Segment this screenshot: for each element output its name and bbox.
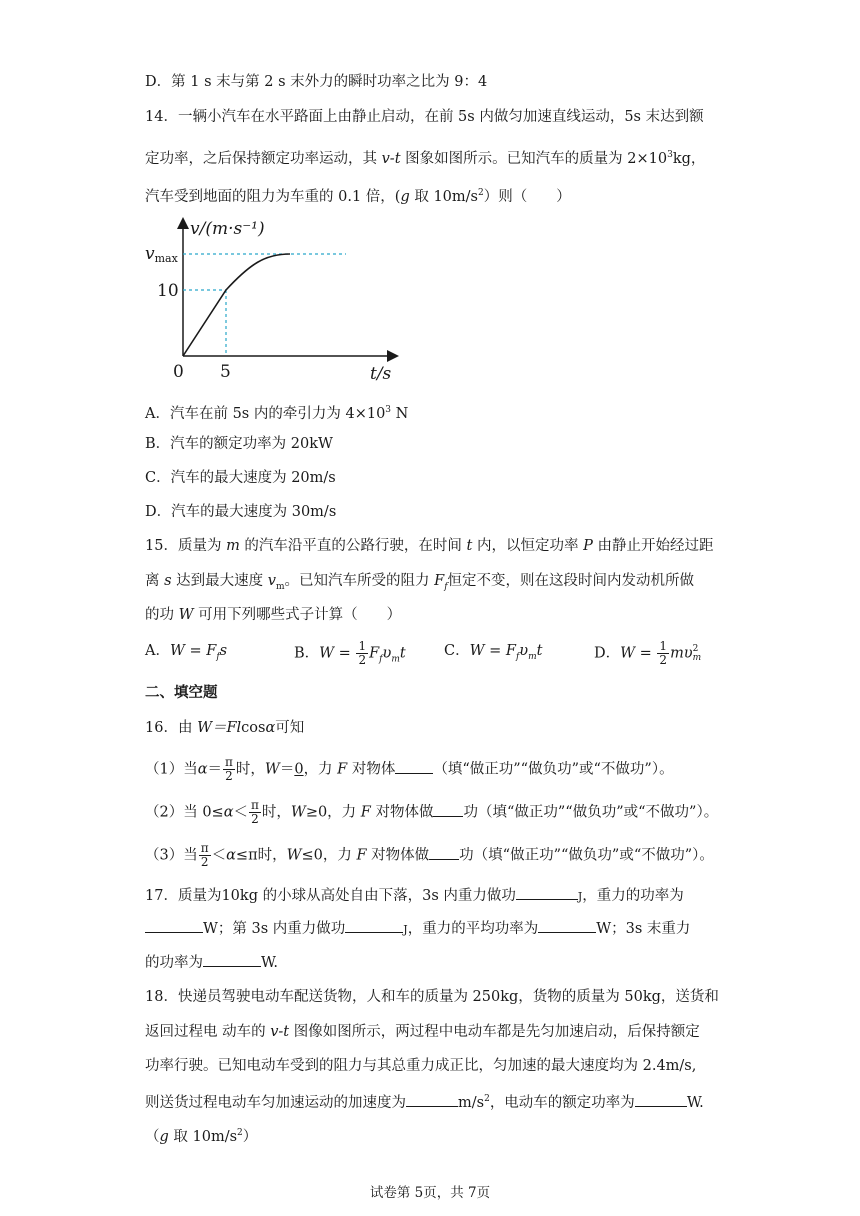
origin-label: 0 xyxy=(173,362,184,382)
q16-p1-W: W xyxy=(264,761,280,778)
q17-blank-2[interactable] xyxy=(145,918,203,933)
q15-optA-formula: W = F xyxy=(169,643,217,659)
q18-blank-1[interactable] xyxy=(406,1092,458,1107)
q16-p2-den: 2 xyxy=(251,812,259,826)
q16-p1-num: π xyxy=(225,755,233,769)
q16-p1-den: 2 xyxy=(225,769,233,783)
q15-s: s xyxy=(164,573,172,589)
q15-l1a: 15．质量为 xyxy=(145,538,227,554)
q14-option-c: C．汽车的最大速度为 20m/s xyxy=(145,470,336,486)
q13-option-d: D．第 1 s 末与第 2 s 末外力的瞬时功率之比为 9：4 xyxy=(145,74,488,90)
q16-p2-a: （2）当 0≤ xyxy=(145,804,224,821)
q16-p3-frac xyxy=(199,842,211,869)
q14-l3exp: 2 xyxy=(477,188,484,198)
q18-l2a: 返回过程电 动车的 xyxy=(145,1024,271,1040)
q14-text-line2 xyxy=(145,145,705,169)
q15-optD-den: 2 xyxy=(659,653,668,667)
q15-optD-num: 1 xyxy=(659,639,668,653)
q16-p3-a: （3）当 xyxy=(145,847,198,864)
q16-p1-zero: 0 xyxy=(294,761,304,778)
q16-p1-g: （填“做正功”“做负功”或“不做功”）。 xyxy=(433,761,674,778)
q17-l1e: ，重力的功率为 xyxy=(582,888,684,904)
q14-g: g xyxy=(400,188,410,205)
q16-head-b: cos xyxy=(241,720,266,736)
y-axis-label: v/(m·s⁻¹) xyxy=(190,219,265,239)
section-heading-fill-blank: 二、填空题 xyxy=(145,685,218,701)
q15-optB-num: 1 xyxy=(358,639,367,653)
q15-l3b: 可用下列哪些式子计算（ ） xyxy=(193,607,402,623)
q17-unit-j1: J xyxy=(577,890,583,903)
q14-optA-b: N xyxy=(391,405,409,422)
q16-p2-f: 功（填“做正功”“做负功”或“不做功”）。 xyxy=(463,804,719,821)
q18-unit-w: W. xyxy=(686,1094,704,1111)
q15-l2a: 离 xyxy=(145,573,165,589)
q16-p1-blank[interactable] xyxy=(395,759,433,774)
q17-blank-3[interactable] xyxy=(345,918,403,933)
q16-p1-f: 对物体 xyxy=(347,761,396,778)
q15-optB-pre: W = xyxy=(319,645,356,662)
q15-optC-v: υ xyxy=(519,643,529,659)
q16-p3-alpha: α xyxy=(226,847,236,864)
q16-p3-W: W xyxy=(286,847,302,864)
q14-exp: 3 xyxy=(667,150,673,160)
q17-l2d: ，重力的平均功率为 xyxy=(407,921,539,937)
q18-l4a: 则送货过程电动车匀加速运动的加速度为 xyxy=(145,1094,406,1111)
q14-option-b: B．汽车的额定功率为 20kW xyxy=(145,436,333,452)
q15-m: m xyxy=(226,538,240,554)
q16-p1-alpha: α xyxy=(197,761,208,778)
q16-p2-F: F xyxy=(360,804,371,821)
q18-l5b: 取 10m/s xyxy=(168,1128,238,1145)
q14-l2b: 图象如图所示。已知汽车的质量为 2×10 xyxy=(400,150,668,167)
q17-line2 xyxy=(145,918,690,940)
q15-l1c: 内，以恒定功率 xyxy=(472,538,584,554)
q15-optD-sub: m xyxy=(692,652,702,663)
q18-l5c: ） xyxy=(242,1128,258,1145)
q16-heading xyxy=(145,718,304,738)
q16-p2-alpha: α xyxy=(223,804,234,821)
q17-l1c: 的小球从高处自由下落，3s 内重力做功 xyxy=(257,888,516,904)
q17-blank-5[interactable] xyxy=(203,952,261,967)
q15-optC-vsub: m xyxy=(528,651,537,662)
q14-text-line1: 14．一辆小汽车在水平路面上由静止启动，在前 5s 内做匀加速直线运动，5s 末达到额 xyxy=(145,109,704,125)
q15-optD-pre: W = xyxy=(620,645,657,662)
vmax-label xyxy=(145,244,179,265)
q18-line4 xyxy=(145,1089,704,1113)
q15-optB-v: υ xyxy=(382,645,392,662)
q15-text-line2 xyxy=(145,571,694,597)
q16-p2-e: 对物体做 xyxy=(370,804,434,821)
q16-p2-d: ≥0，力 xyxy=(305,804,361,821)
vmax-v: v xyxy=(145,244,155,264)
q14-l3a: 汽车受到地面的阻力为车重的 0.1 倍，( xyxy=(145,188,401,205)
q15-Ff: F xyxy=(434,573,445,589)
q16-alpha: α xyxy=(265,720,276,736)
q14-optA-a: A．汽车在前 5s 内的牵引力为 4×10 xyxy=(145,405,386,422)
q17-unit-w3: W xyxy=(261,955,274,971)
q16-head-c: 可知 xyxy=(275,720,305,736)
q17-l3a: 的功率为 xyxy=(145,955,203,971)
q16-p3-f: 功（填“做正功”“做负功”或“不做功”）。 xyxy=(459,847,714,864)
q18-l5-exp: 2 xyxy=(237,1128,243,1138)
q15-vm-sub: m xyxy=(275,581,285,592)
q15-optB-sub: f xyxy=(379,654,383,665)
q18-l4-exp: 2 xyxy=(484,1094,490,1104)
q16-p3-b: ＜ xyxy=(211,847,227,864)
q15-W: W xyxy=(178,607,194,623)
q15-optB-label: B． xyxy=(294,645,320,662)
q17-mass: 10kg xyxy=(221,888,258,904)
q15-l1d: 由静止开始经过距 xyxy=(592,538,714,554)
q16-formula: W＝Fl xyxy=(197,720,242,736)
q18-g: g xyxy=(159,1128,169,1145)
q18-vt: v-t xyxy=(270,1024,290,1040)
q15-optD-mv: mυ xyxy=(670,645,693,662)
q15-optC-label: C． xyxy=(444,643,470,659)
q15-text-line3 xyxy=(145,605,401,625)
q14-vt: v-t xyxy=(381,150,401,167)
q17-unit-j2: J xyxy=(403,923,408,936)
q15-l2c: 。已知汽车所受的阻力 xyxy=(284,573,435,589)
q16-p2-blank[interactable] xyxy=(433,802,463,817)
q16-p1-e: ，力 xyxy=(303,761,338,778)
q18-line1: 18．快递员驾驶电动车配送货物，人和车的质量为 250kg，货物的质量为 50kg，送货和 xyxy=(145,989,719,1005)
q16-p1-d: ＝ xyxy=(279,761,295,778)
q16-p1-c: 时， xyxy=(235,761,265,778)
q15-optB-t: t xyxy=(399,645,406,662)
q16-p1-F: F xyxy=(337,761,348,778)
q14-l3c: ）则（ ） xyxy=(483,188,571,205)
q15-t: t xyxy=(466,538,473,554)
q15-P: P xyxy=(583,538,593,554)
q17-l2f: ；3s 末重力 xyxy=(611,921,691,937)
q15-optD-label: D． xyxy=(594,645,621,662)
q15-option-b xyxy=(294,640,406,670)
q15-optB-vsub: m xyxy=(391,654,400,665)
q16-p1-b: ＝ xyxy=(207,761,223,778)
q16-part-3 xyxy=(145,842,714,869)
q18-line3: 功率行驶。已知电动车受到的阻力与其总重力成正比，匀加速的最大速度均为 2.4m/s, xyxy=(145,1058,697,1074)
q15-optC-sub: f xyxy=(515,651,520,662)
q16-p2-num: π xyxy=(251,798,259,812)
q16-head-a: 16．由 xyxy=(145,720,198,736)
q14-optA-exp: 3 xyxy=(385,405,392,415)
q16-p3-den: 2 xyxy=(200,855,209,869)
q14-text-line3 xyxy=(145,183,571,207)
q16-part-2 xyxy=(145,799,718,826)
q15-optB-den: 2 xyxy=(358,653,367,667)
q16-p3-blank[interactable] xyxy=(429,845,459,860)
q17-blank-4[interactable] xyxy=(538,918,596,933)
q16-p1-a: （1）当 xyxy=(145,761,198,778)
q18-l4c: ，电动车的额定功率为 xyxy=(489,1094,635,1111)
q16-p2-W: W xyxy=(290,804,306,821)
q14-l3b: 取 10m/s xyxy=(409,188,478,205)
q15-optA-s: s xyxy=(219,643,228,659)
q15-option-c xyxy=(444,640,543,668)
x-axis-label: t/s xyxy=(370,364,392,384)
vmax-sub: max xyxy=(154,252,178,265)
x-tick-5: 5 xyxy=(220,362,231,382)
q16-p2-frac xyxy=(249,799,261,826)
q17-l2b: ；第 3s 内重力做功 xyxy=(217,921,346,937)
q15-optD-sup: 2 xyxy=(692,643,699,654)
q15-optA-sub: f xyxy=(216,651,220,662)
q16-p3-num: π xyxy=(200,841,209,855)
q15-option-a xyxy=(145,640,227,668)
q15-Ff-sub: f xyxy=(444,581,448,592)
q16-p2-c: 时， xyxy=(261,804,291,821)
q15-optC-pre: W = F xyxy=(469,643,516,659)
q14-option-a xyxy=(145,400,408,424)
q17-line1 xyxy=(145,885,684,907)
q14-option-d: D．汽车的最大速度为 30m/s xyxy=(145,504,337,520)
q15-vm: v xyxy=(267,573,276,589)
q17-l1a: 17．质量为 xyxy=(145,888,222,904)
q14-l2a: 定功率，之后保持额定功率运动，其 xyxy=(145,150,382,167)
q17-unit-w2: W xyxy=(596,921,612,937)
q15-optB-frac xyxy=(356,640,368,667)
q14-l2c: kg， xyxy=(672,150,706,167)
q16-part-1 xyxy=(145,756,674,783)
q15-optD-frac xyxy=(657,640,669,667)
q18-line5 xyxy=(145,1123,257,1147)
q18-blank-2[interactable] xyxy=(635,1092,687,1107)
q18-line2 xyxy=(145,1022,700,1042)
q18-unit-a: m/s xyxy=(458,1094,485,1111)
q17-line3 xyxy=(145,952,278,973)
y-tick-10: 10 xyxy=(157,281,179,301)
page-footer: 试卷第 5页，共 7页 xyxy=(369,1185,491,1201)
q18-l2b: 图像如图所示，两过程中电动车都是先匀加速启动，后保持额定 xyxy=(289,1024,700,1040)
q18-l5a: （ xyxy=(145,1128,160,1145)
q15-optA-label: A． xyxy=(145,643,170,659)
q15-l2d: 恒定不变，则在这段时间内发动机所做 xyxy=(447,573,695,589)
q16-p3-d: ≤0，力 xyxy=(301,847,357,864)
q15-text-line1 xyxy=(145,536,713,556)
q16-p3-e: 对物体做 xyxy=(366,847,430,864)
q15-optB-F: F xyxy=(369,645,380,662)
q17-l3c: . xyxy=(273,955,278,971)
q16-p3-F: F xyxy=(356,847,367,864)
q15-l1b: 的汽车沿平直的公路行驶，在时间 xyxy=(239,538,467,554)
vt-graph xyxy=(140,212,410,388)
q16-p1-frac xyxy=(223,756,235,783)
q17-blank-1[interactable] xyxy=(516,885,578,900)
vt-curve xyxy=(183,254,290,356)
q17-unit-w1: W xyxy=(203,921,218,937)
q15-l2b: 达到最大速度 xyxy=(171,573,268,589)
q15-optC-t: t xyxy=(536,643,543,659)
q15-option-d xyxy=(594,640,701,667)
q15-l3a: 的功 xyxy=(145,607,179,623)
q16-p3-c: ≤π时， xyxy=(235,847,287,864)
q16-p2-b: ＜ xyxy=(233,804,249,821)
